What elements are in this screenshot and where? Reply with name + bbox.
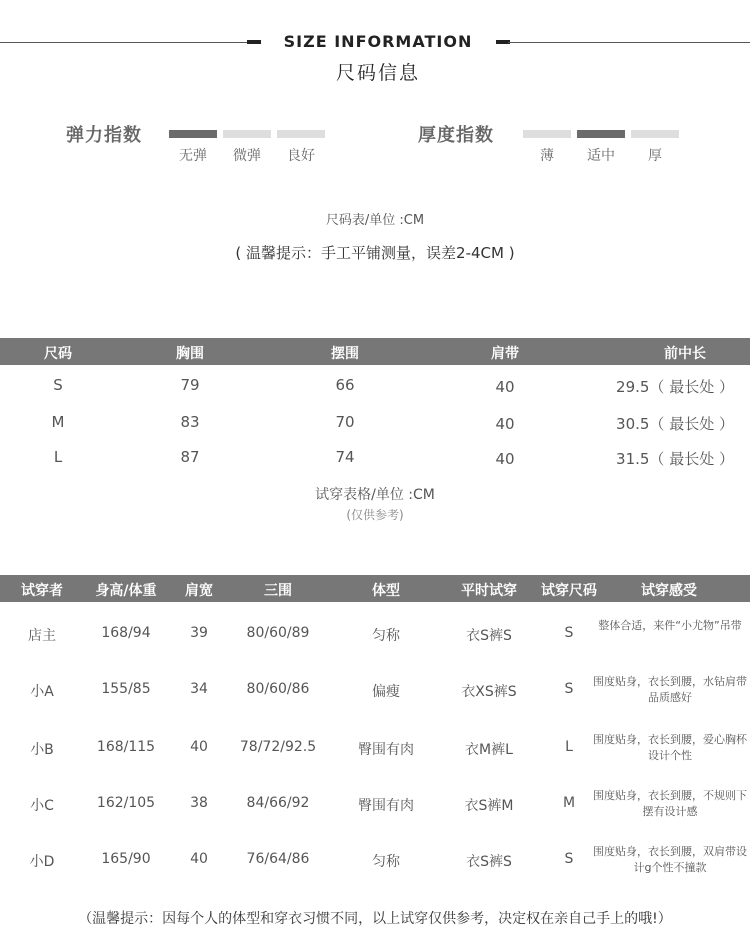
tryon-table-cell: 80/60/89 [246, 625, 310, 641]
tryon-table-cell: S [564, 851, 574, 867]
tryon-table-cell: 168/115 [96, 739, 156, 755]
tryon-table-cell: 小B [30, 742, 54, 758]
size-table-caption: 尺码表/单位 :CM [325, 213, 425, 228]
thickness-segment [523, 130, 571, 138]
title-english: SIZE INFORMATION [283, 32, 473, 51]
size-table-cell: 74 [335, 448, 355, 466]
tryon-table-cell: 34 [190, 681, 208, 697]
elasticity-segment [223, 130, 271, 138]
tryon-table-cell: 84/66/92 [246, 795, 310, 811]
tryon-table-cell: L [565, 739, 573, 755]
tryon-table-cell: 匀称 [372, 628, 400, 644]
tryon-table-cell: 小D [29, 854, 55, 870]
size-table-cell: 31.5（ 最长处 ） [616, 450, 734, 468]
tryon-table-cell: 小C [30, 798, 54, 814]
thickness-segment [577, 130, 625, 138]
tryon-table-cell: 168/94 [101, 625, 151, 641]
thickness-option-label: 厚 [648, 148, 662, 164]
tryon-table-cell: 衣S裤M [464, 798, 514, 814]
size-table-header [0, 338, 750, 365]
tryon-table-cell: 臀围有肉 [358, 742, 414, 758]
elasticity-option-label: 微弹 [233, 148, 261, 164]
size-column-header: 摆围 [331, 346, 359, 362]
size-table-cell: 29.5（ 最长处 ） [616, 378, 734, 396]
footer-tip: （温馨提示：因每个人的体型和穿衣习惯不同，以上试穿仅供参考，决定权在亲自己手上的哦!） [78, 911, 672, 927]
header-rule-left [0, 42, 250, 43]
tryon-column-header: 试穿尺码 [541, 583, 597, 599]
tryon-table-cell: 整体合适，来件“小尤物”吊带 [598, 619, 742, 632]
size-table-cell: 40 [495, 415, 515, 433]
size-column-header: 胸围 [176, 346, 204, 362]
size-table-cell: 30.5（ 最长处 ） [616, 415, 734, 433]
size-table-cell: 40 [495, 378, 515, 396]
title-chinese: 尺码信息 [335, 62, 420, 84]
tryon-table-cell: 78/72/92.5 [239, 739, 317, 755]
elasticity-label: 弹力指数 [66, 125, 142, 146]
tryon-table-cell: 围度贴身，衣长到腰，不规则下摆有设计感 [593, 789, 747, 818]
size-table-cell: L [53, 448, 63, 466]
tryon-table-cell: 38 [190, 795, 208, 811]
tryon-table-cell: 80/60/86 [246, 681, 310, 697]
size-column-header: 尺码 [44, 346, 72, 362]
tryon-table-cell: 155/85 [101, 681, 151, 697]
tryon-table-cell: 匀称 [372, 854, 400, 870]
tryon-table-cell: 40 [190, 851, 208, 867]
elasticity-segment [277, 130, 325, 138]
thickness-option-label: 薄 [540, 148, 554, 164]
tryon-column-header: 体型 [372, 583, 400, 599]
tryon-column-header: 试穿感受 [641, 583, 697, 599]
tryon-column-header: 肩宽 [185, 583, 213, 599]
tryon-table-cell: S [564, 681, 574, 697]
size-table-cell: 83 [180, 413, 200, 431]
tryon-column-header: 三围 [264, 583, 292, 599]
tryon-table-cell: 39 [190, 625, 208, 641]
size-table-cell: S [53, 376, 63, 394]
tryon-table-cell: 偏瘦 [372, 684, 400, 700]
size-column-header: 肩带 [491, 346, 519, 362]
elasticity-option-label: 无弹 [179, 148, 207, 164]
tryon-table-cell: 小A [30, 684, 54, 700]
thickness-segment [631, 130, 679, 138]
tryon-table-cell: 店主 [28, 628, 56, 644]
size-column-header: 前中长 [664, 346, 706, 362]
tryon-table-cell: 衣S裤S [466, 628, 512, 644]
tryon-table-cell: 165/90 [101, 851, 151, 867]
tryon-table-cell: 40 [190, 739, 208, 755]
tryon-table-cell: S [564, 625, 574, 641]
tryon-table-cell: 围度贴身，衣长到腰，水钻肩带品质感好 [593, 675, 747, 704]
tryon-table-cell: 衣S裤S [466, 854, 512, 870]
thickness-label: 厚度指数 [418, 125, 494, 146]
tryon-table-cell: 围度贴身，衣长到腰，双肩带设计g个性不撞款 [593, 845, 747, 874]
tryon-table-header [0, 575, 750, 602]
elasticity-segment [169, 130, 217, 138]
tryon-table-cell: 衣M裤L [465, 742, 513, 758]
tryon-table-cell: 臀围有肉 [358, 798, 414, 814]
tryon-table-subcaption: (仅供参考) [346, 508, 404, 522]
thickness-option-label: 适中 [587, 148, 615, 164]
tryon-column-header: 试穿者 [21, 583, 63, 599]
size-table-cell: 79 [180, 376, 200, 394]
size-table-cell: 70 [335, 413, 355, 431]
tryon-column-header: 身高/体重 [95, 583, 157, 599]
tryon-table-cell: 76/64/86 [246, 851, 310, 867]
size-table-cell: 40 [495, 450, 515, 468]
size-table-cell: 66 [335, 376, 355, 394]
tryon-table-cell: 围度贴身，衣长到腰，爱心胸杯设计个性 [593, 733, 747, 762]
measurement-tip: ( 温馨提示：手工平铺测量，误差2-4CM ) [235, 244, 515, 262]
tryon-table-caption: 试穿表格/单位 :CM [315, 487, 435, 503]
tryon-table-cell: 衣XS裤S [461, 684, 517, 700]
tryon-column-header: 平时试穿 [461, 583, 517, 599]
size-table-cell: M [51, 413, 65, 431]
elasticity-option-label: 良好 [287, 148, 315, 164]
size-table-cell: 87 [180, 448, 200, 466]
tryon-table-cell: 162/105 [96, 795, 156, 811]
header-rule-right [508, 42, 750, 43]
tryon-table-cell: M [562, 795, 576, 811]
